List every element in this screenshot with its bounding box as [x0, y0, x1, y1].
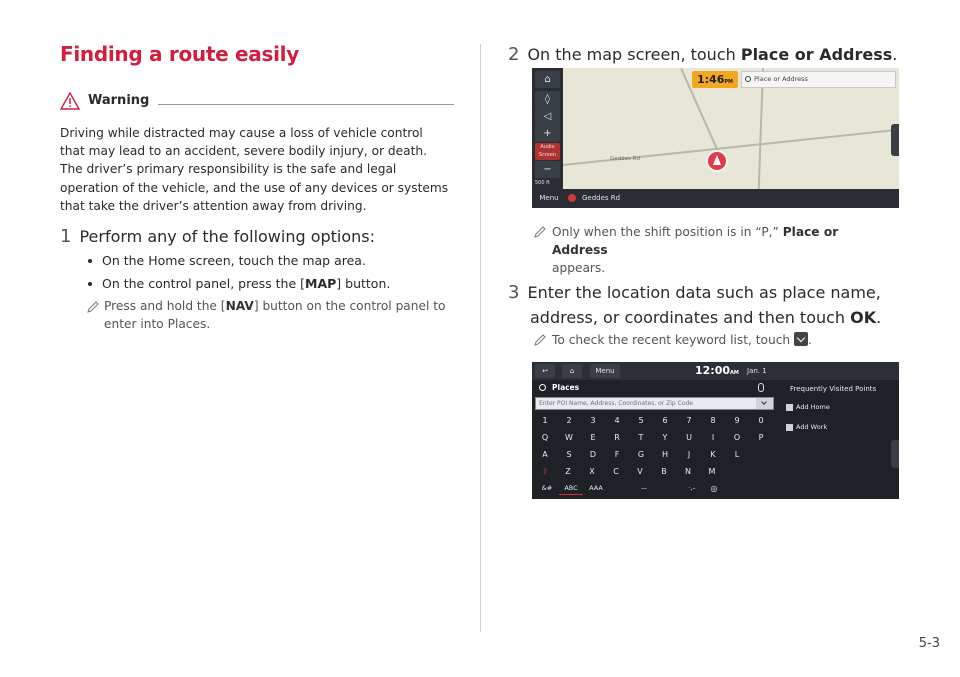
keyboard-key[interactable]: 4: [614, 416, 620, 425]
keyboard-key[interactable]: J: [687, 450, 691, 459]
note-pen-icon: [533, 333, 547, 347]
keyboard-key[interactable]: Z: [565, 467, 571, 476]
warning-label: Warning: [88, 93, 150, 108]
map-bottom-bar: [532, 189, 899, 208]
column-divider: [480, 44, 481, 632]
keyboard-key[interactable]: ·,–: [688, 484, 696, 492]
recent-keywords-dropdown[interactable]: [756, 398, 773, 409]
keyboard-key[interactable]: W: [565, 433, 573, 442]
keyboard-key[interactable]: A: [542, 450, 548, 459]
keyboard-key[interactable]: Q: [541, 433, 549, 442]
place-or-address-search[interactable]: Place or Address: [741, 71, 896, 88]
audio-screen-button[interactable]: Audio Screen: [535, 143, 560, 160]
clock: 12:00AM: [695, 364, 739, 377]
map-control-bar: [532, 68, 563, 208]
places-top-bar: [532, 362, 899, 380]
ok-label: OK: [850, 308, 877, 327]
keyboard-key[interactable]: K: [710, 450, 716, 459]
keyboard-key[interactable]: 6: [662, 416, 668, 425]
keyboard-key[interactable]: B: [661, 467, 667, 476]
keyboard-key[interactable]: L: [734, 450, 740, 459]
keyboard-key[interactable]: G: [637, 450, 645, 459]
zoom-in-button[interactable]: +: [535, 125, 560, 142]
keyboard-key[interactable]: 2: [566, 416, 572, 425]
keyboard-key[interactable]: I: [711, 433, 715, 442]
current-road: Geddes Rd: [582, 194, 621, 202]
side-panel-tab[interactable]: [891, 440, 899, 468]
place-or-address-label: Place or Address: [740, 45, 893, 64]
shift-key[interactable]: ⇧: [541, 467, 549, 476]
keyboard-key[interactable]: O: [733, 433, 741, 442]
keyboard-key[interactable]: D: [589, 450, 597, 459]
keyboard-key[interactable]: 8: [710, 416, 716, 425]
zoom-out-button[interactable]: −: [535, 161, 560, 178]
map-screen: Geddes Rd ⌂ ◊ ◁ + Audio Screen − 500 ft 1:46PM Place or Address Menu Geddes Rd: [532, 68, 899, 208]
add-home-button[interactable]: Add Home: [796, 403, 830, 411]
places-title: Places: [552, 383, 580, 392]
options-list: [86, 253, 390, 299]
keyboard-key[interactable]: E: [590, 433, 596, 442]
keyboard-key[interactable]: N: [685, 467, 691, 476]
keyboard-key[interactable]: 9: [734, 416, 740, 425]
map-key-label: MAP: [305, 276, 337, 291]
nav-key-label: NAV: [225, 299, 254, 313]
note-nav: Press and hold the [NAV] button on the control panel to enter into Places.: [104, 299, 446, 331]
keyboard-key[interactable]: ABC: [559, 482, 583, 495]
road-icon: [568, 194, 576, 202]
keyboard-key[interactable]: F: [614, 450, 620, 459]
keyboard-key[interactable]: X: [589, 467, 595, 476]
side-panel-tab[interactable]: [891, 124, 899, 156]
step-2: 2 On the map screen, touch Place or Address.: [508, 44, 898, 65]
list-item: On the control panel, press the [MAP] button.: [86, 276, 390, 299]
search-icon: [745, 76, 751, 82]
frequent-points-title: Frequently Visited Points: [790, 385, 877, 393]
keyboard-key[interactable]: AAA: [589, 484, 603, 492]
keyboard-key[interactable]: 3: [590, 416, 596, 425]
chevron-down-icon: [794, 332, 808, 346]
step-text: Perform any of the following options:: [79, 227, 376, 246]
warning-header: [60, 92, 454, 112]
keyboard-key[interactable]: U: [686, 433, 692, 442]
keyboard-key[interactable]: V: [637, 467, 643, 476]
warning-rule: [158, 104, 454, 105]
list-item: On the Home screen, touch the map area.: [86, 253, 390, 276]
note-shift-position: Only when the shift position is in “P,” Place or Address appears.: [552, 225, 839, 275]
chevron-down-icon: [761, 399, 767, 405]
note-pen-icon: [86, 300, 100, 314]
date: Jan. 1: [747, 367, 767, 375]
keyboard-key[interactable]: H: [661, 450, 668, 459]
keyboard-key[interactable]: R: [614, 433, 620, 442]
map-clock: 1:46PM: [692, 71, 738, 88]
home-icon: [786, 404, 793, 411]
step-number: 1: [60, 226, 72, 247]
places-screen: [532, 362, 899, 499]
keyboard-key[interactable]: 5: [638, 416, 644, 425]
keyboard-key[interactable]: T: [638, 433, 644, 442]
volume-button[interactable]: ◁: [535, 108, 560, 125]
keyboard-key[interactable]: —: [640, 484, 648, 492]
keyboard-key[interactable]: 1: [542, 416, 548, 425]
warning-text: Driving while distracted may cause a loss of vehicle control that may lead to an accident, severe bodily injury, or death. The driver’s primary responsibility is the safe and legal operation of the vehicle, and the use of any devices or systems that take the driver’s attention away from driving.: [60, 126, 449, 213]
places-title-row: [532, 381, 772, 395]
note-recent-keywords: To check the recent keyword list, touch .: [552, 333, 812, 347]
keyboard-key[interactable]: 0: [758, 416, 764, 425]
home-button[interactable]: ⌂: [562, 364, 582, 378]
keyboard-key[interactable]: Y: [662, 433, 668, 442]
frequent-points-panel: [782, 380, 899, 499]
step-1: [60, 226, 375, 247]
note-pen-icon: [533, 225, 547, 239]
step-3: 3 Enter the location data such as place name, address, or coordinates and then touch OK.: [508, 282, 882, 327]
search-icon: [539, 384, 546, 391]
work-icon: [786, 424, 793, 431]
search-input[interactable]: Enter POI Name, Address, Coordinates, or Zip Code: [535, 397, 774, 410]
keyboard-key[interactable]: P: [758, 433, 764, 442]
back-button[interactable]: ↩: [535, 364, 555, 378]
keyboard-key[interactable]: M: [708, 467, 716, 476]
settings-icon[interactable]: ◎: [710, 484, 718, 493]
add-work-button[interactable]: Add Work: [796, 423, 828, 431]
microphone-icon[interactable]: [758, 383, 764, 392]
keyboard-key[interactable]: 7: [686, 416, 692, 425]
keyboard-key[interactable]: S: [566, 450, 572, 459]
keyboard-key[interactable]: C: [613, 467, 619, 476]
warning-triangle-icon: [60, 92, 80, 110]
compass-button[interactable]: ◊: [535, 91, 560, 108]
page-number: 5-3: [918, 636, 940, 651]
keyboard-key[interactable]: &#: [541, 484, 553, 492]
current-position-icon: [708, 152, 726, 170]
section-title: Finding a route easily: [60, 42, 299, 66]
map-scale: 500 ft: [535, 180, 550, 186]
home-button[interactable]: ⌂: [535, 71, 560, 88]
menu-button[interactable]: Menu: [539, 194, 559, 202]
menu-button[interactable]: Menu: [590, 364, 620, 378]
